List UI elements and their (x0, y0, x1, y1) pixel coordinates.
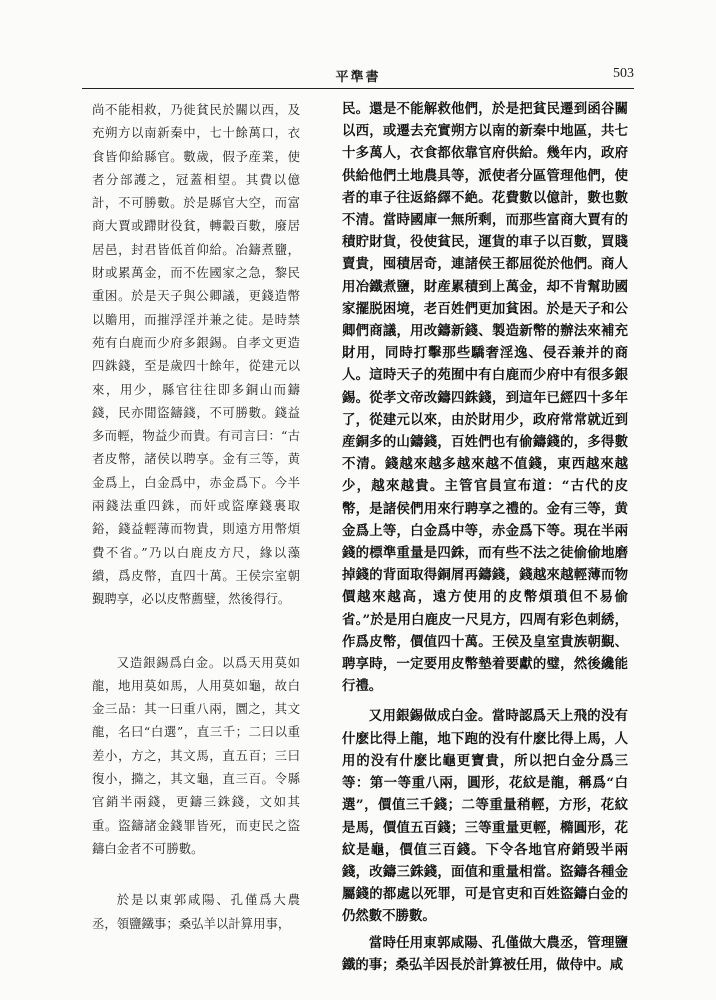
page-number: 503 (613, 66, 634, 81)
paragraph-spacer (92, 611, 300, 651)
translation-paragraph-2: 又用銀錫做成白金。當時認爲天上飛的没有什麽比得上龍，地下跑的没有什麽比得上馬，人用的没有什麽比龜更寶貴，所以把白金分爲三等：第一等重八兩，圓形，花紋是龍，稱爲“白選”，價值三千錢；二等重量稍輕，方形，花紋是馬，價值五百錢；三等重量更輕，橢圓形，花紋是龜，價值三百錢。下令各地官府銷毁半兩錢，改鑄三銖錢，面值和重量相當。盜鑄各種金屬錢的都處以死罪，可是官吏和百姓盜鑄白金的仍然數不勝數。 (342, 708, 628, 925)
original-paragraph-2: 又造銀錫爲白金。以爲天用莫如龍，地用莫如馬，人用莫如龜，故白金三品：其一曰重八兩，圜之，其文龍，名曰“白選”，直三千；二曰以重差小，方之，其文馬，直五百；三曰復小，撱之，其文龜，直三百。令縣官銷半兩錢，更鑄三銖錢，文如其重。盜鑄諸金錢罪皆死，而吏民之盜鑄白金者不可勝數。 (92, 654, 300, 856)
page-header (82, 66, 634, 86)
paragraph-spacer (342, 697, 628, 705)
translation-paragraph-1: 民。還是不能解救他們，於是把貧民遷到函谷關以西，或遷去充實朔方以南的新秦中地區，共七十多萬人，衣食都依靠官府供給。幾年内，政府供給他們土地農具等，派使者分區管理他們，使者的車子往返絡繹不絶。花費數以億計，數也數不清。當時國庫一無所剩，而那些富商大賈有的積貯財貨，役使貧民，運貨的車子以百數，買賤賣貴，囤積居奇，連諸侯王都屈從於他們。商人用冶鐵煮鹽，財産累積到上萬金，却不肯幫助國家擺脱困境，老百姓們更加貧困。於是天子和公卿們商議，用改鑄新錢、製造新幣的辦法來補充財用，同時打擊那些驕奢淫逸、侵吞兼并的商人。這時天子的苑囿中有白鹿而少府中有很多銀錫。從孝文帝改鑄四銖錢，到這年已經四十多年了，從建元以來，由於財用少，政府常常就近到産銅多的山鑄錢，百姓們也有偷鑄錢的，多得數不清。錢越來越多越來越不值錢，東西越來越少，越來越貴。主管官員宣布道：“古代的皮幣，是諸侯們用來行聘享之禮的。金有三等，黄金爲上等，白金爲中等，赤金爲下等。現在半兩錢的標準重量是四銖，而有些不法之徒偷偷地磨掉錢的背面取得銅屑再鑄錢，錢越來越輕薄而物價越來越高，遠方使用的皮幣煩瑣但不易偷省。”於是用白鹿皮一尺見方，四周有彩色刺綉，作爲皮幣，價值四十萬。王侯及皇室貴族朝覲、聘享時，一定要用皮幣墊着要獻的璧，然後纔能行禮。 (342, 101, 628, 695)
running-title: 平準書 (335, 70, 381, 85)
original-paragraph-3: 於是以東郭咸陽、孔僅爲大農丞，領鹽鐵事；桑弘羊以計算用事， (92, 892, 300, 931)
paragraph-spacer (92, 860, 300, 888)
original-text-column (92, 98, 300, 935)
header-rule (82, 88, 634, 89)
original-paragraph-1: 尚不能相救，乃徙貧民於關以西，及充朔方以南新秦中，七十餘萬口，衣食皆仰給縣官。數歲，假予産業，使者分部護之，冠蓋相望。其費以億計，不可勝數。於是縣官大空，而富商大賈或蹛財役貧，轉轂百數，廢居居邑，封君皆低首仰給。冶鑄煮鹽，財或累萬金，而不佐國家之急，黎民重困。於是天子與公卿議，更錢造幣以贍用，而摧浮淫并兼之徒。是時禁苑有白鹿而少府多銀錫。自孝文更造四銖錢，至是歲四十餘年，從建元以來，用少，縣官往往即多銅山而鑄錢，民亦閒盜鑄錢，不可勝數。錢益多而輕，物益少而貴。有司言曰：“古者皮幣，諸侯以聘享。金有三等，黄金爲上，白金爲中，赤金爲下。今半兩錢法重四銖，而奸或盜摩錢裏取鋊，錢益輕薄而物貴，則遠方用幣煩費不省。”乃以白鹿皮方尺，緣以藻繢，爲皮幣，直四十萬。王侯宗室朝覲聘享，必以皮幣薦璧，然後得行。 (92, 102, 300, 607)
translation-paragraph-3: 當時任用東郭咸陽、孔僅做大農丞，管理鹽鐵的事；桑弘羊因長於計算被任用，做侍中。咸 (342, 934, 628, 973)
translation-column (342, 98, 628, 976)
